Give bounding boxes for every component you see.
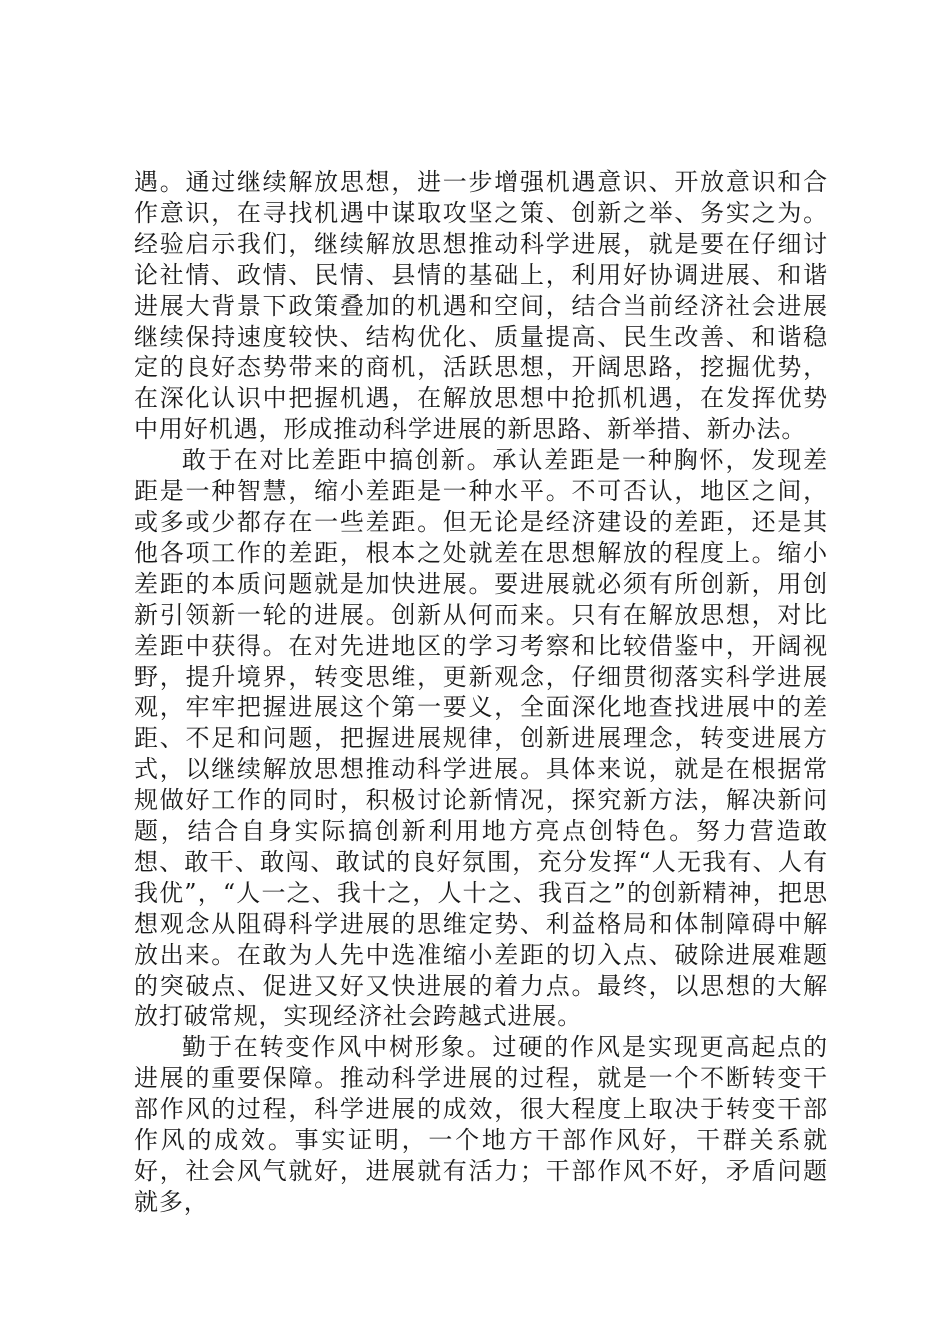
paragraph-changing-style: 勤于在转变作风中树形象。过硬的作风是实现更高起点的进展的重要保障。推动科学进展的过程，就是一个不断转变干部作风的过程，科学进展的成效，很大程度上取决于转变干部作风的成效。事实证明，一个地方干部作风好，干群关系就好，社会风气就好，进展就有活力；干部作风不好，矛盾问题就多，: [134, 1033, 828, 1216]
paragraph-continuation: 遇。通过继续解放思想，进一步增强机遇意识、开放意识和合作意识，在寻找机遇中谋取攻坚之策、创新之举、务实之为。经验启示我们，继续解放思想推动科学进展，就是要在仔细讨论社情、政情、民情、县情的基础上，利用好协调进展、和谐进展大背景下政策叠加的机遇和空间，结合当前经济社会进展继续保持速度较快、结构优化、质量提高、民生改善、和谐稳定的良好态势带来的商机，活跃思想，开阔思路，挖掘优势，在深化认识中把握机遇，在解放思想中抢抓机遇，在发挥优势中用好机遇，形成推动科学进展的新思路、新举措、新办法。: [134, 168, 828, 444]
paragraph-comparing-gaps: 敢于在对比差距中搞创新。承认差距是一种胸怀，发现差距是一种智慧，缩小差距是一种水平。不可否认，地区之间，或多或少都存在一些差距。但无论是经济建设的差距，还是其他各项工作的差距，根本之处就差在思想解放的程度上。缩小差距的本质问题就是加快进展。要进展就必须有所创新，用创新引领新一轮的进展。创新从何而来。只有在解放思想，对比差距中获得。在对先进地区的学习考察和比较借鉴中，开阔视野，提升境界，转变思维，更新观念，仔细贯彻落实科学进展观，牢牢把握进展这个第一要义，全面深化地查找进展中的差距、不足和问题，把握进展规律，创新进展理念，转变进展方式，以继续解放思想推动科学进展。具体来说，就是在根据常规做好工作的同时，积极讨论新情况，探究新方法，解决新问题，结合自身实际搞创新利用地方亮点创特色。努力营造敢想、敢干、敢闯、敢试的良好氛围，充分发挥“人无我有、人有我优”，“人一之、我十之，人十之、我百之”的创新精神，把思想观念从阻碍科学进展的思维定势、利益格局和体制障碍中解放出来。在敢为人先中选准缩小差距的切入点、破除进展难题的突破点、促进又好又快进展的着力点。最终，以思想的大解放打破常规，实现经济社会跨越式进展。: [134, 446, 828, 1031]
document-body: [134, 167, 828, 1218]
